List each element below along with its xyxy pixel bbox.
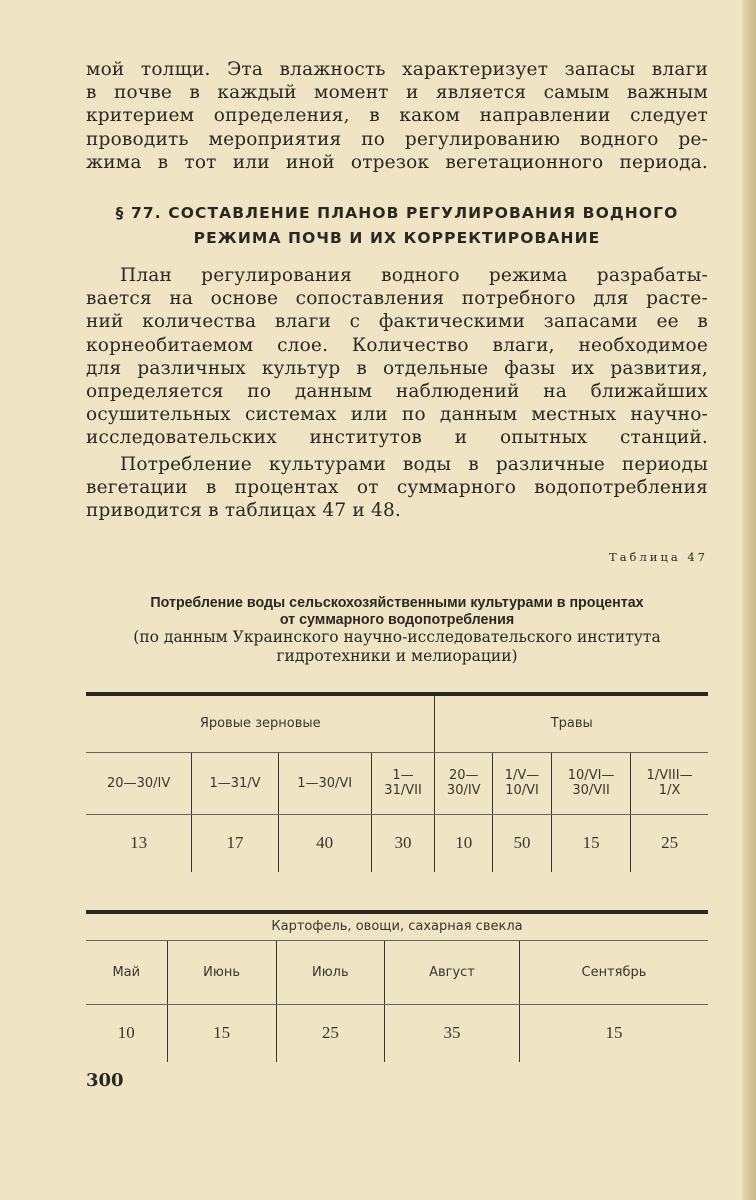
month-header: Июнь — [167, 940, 276, 1004]
value-cell: 10 — [117, 1023, 135, 1043]
month-header: Август — [385, 940, 520, 1004]
text-line: Потребление культурами воды в различные периоды — [120, 454, 708, 475]
page-number: 300 — [86, 1070, 124, 1091]
value-cell: 35 — [385, 1004, 520, 1062]
value-cell: 25 — [276, 1004, 384, 1062]
text-line: вается на основе сопоставления потребного для расте- — [86, 288, 708, 310]
period-header — [435, 752, 493, 814]
text-line: жима в тот или иной отрезок вегетационного периода. — [86, 151, 708, 173]
period-header — [631, 752, 708, 814]
value-cell: 40 — [278, 814, 371, 872]
period-text: 20— — [448, 768, 479, 783]
group-header: Яровые зерновые — [86, 694, 435, 752]
value-cell: 30 — [371, 814, 435, 872]
heading-line: РЕЖИМА ПОЧВ И ИХ КОРРЕКТИРОВАНИЕ — [193, 229, 601, 247]
paragraph-3 — [86, 453, 708, 523]
period-text: 1/VIII— — [646, 768, 693, 783]
heading-line: § 77. СОСТАВЛЕНИЕ ПЛАНОВ РЕГУЛИРОВАНИЯ ВОДНОГО — [115, 204, 679, 222]
text-line: в почве в каждый момент и является самым важным — [86, 82, 708, 104]
value-cell: 50 — [493, 814, 552, 872]
table-value-row — [86, 814, 708, 872]
text-line: для различных культур в отдельные фазы их развития, — [86, 357, 708, 379]
period-text: 10/VI— — [567, 768, 615, 783]
table-potato-vegetables — [86, 910, 708, 1062]
page-edge — [742, 0, 756, 1200]
table-group-row — [86, 912, 708, 940]
value-cell: 10 — [435, 814, 493, 872]
text-line: ний количества влаги с фактическими запасами ее в — [86, 311, 708, 333]
period-text: 30/VII — [572, 783, 610, 798]
period-header — [493, 752, 552, 814]
text-line: вегетации в процентах от суммарного водопотребления — [86, 477, 708, 499]
table-month-row — [86, 940, 708, 1004]
period-text: 10/VI — [505, 783, 539, 798]
table-47-crops — [86, 692, 708, 872]
text-line: мой толщи. Эта влажность характеризует запасы влаги — [86, 59, 708, 80]
table-note-line: гидротехники и мелиорации) — [276, 647, 518, 665]
text-line: План регулирования водного режима разрабаты- — [120, 265, 708, 286]
text-line: осушительных системах или по данным местных научно- — [86, 404, 708, 426]
table-note-line: (по данным Украинского научно-исследовательского института — [133, 628, 661, 646]
table-value-row — [86, 1004, 708, 1062]
table-title-line: Потребление воды сельскохозяйственными культурами в процентах — [150, 594, 644, 611]
value-cell: 17 — [192, 814, 278, 872]
month-header: Май — [86, 940, 167, 1004]
period-text: 20—30/IV — [107, 775, 171, 791]
period-header — [278, 752, 371, 814]
text-line: корнеобитаемом слое. Количество влаги, необходимое — [86, 334, 708, 356]
value-cell: 15 — [167, 1004, 276, 1062]
text-line: проводить мероприятия по регулированию водного ре- — [86, 128, 708, 150]
table-period-row — [86, 752, 708, 814]
period-text: 1/V— — [504, 768, 540, 783]
text-line: приводится в таблицах 47 и 48. — [86, 500, 401, 522]
period-text: 30/IV — [446, 783, 481, 798]
text-line: исследовательских институтов и опытных станций. — [86, 427, 708, 449]
period-text: 1— — [392, 768, 414, 783]
period-header — [371, 752, 435, 814]
table-group-row — [86, 694, 708, 752]
group-header: Картофель, овощи, сахарная свекла — [86, 912, 708, 940]
period-text: 1—31/V — [209, 775, 261, 791]
section-heading — [86, 201, 708, 251]
period-header — [86, 752, 192, 814]
period-text: 1/X — [658, 783, 681, 798]
text-line: критерием определения, в каком направлении следует — [86, 105, 708, 127]
value-cell: 15 — [552, 814, 631, 872]
period-header — [552, 752, 631, 814]
value-cell: 25 — [631, 814, 708, 872]
table-title-line: от суммарного водопотребления — [279, 611, 515, 628]
paragraph-2 — [86, 264, 708, 450]
table-label: Таблица 47 — [609, 550, 708, 564]
period-text: 31/VII — [384, 783, 422, 798]
group-header: Травы — [435, 694, 708, 752]
text-line: определяется по данным наблюдений на ближайших — [86, 380, 708, 402]
period-text: 1—30/VI — [297, 775, 353, 791]
value-cell: 13 — [130, 833, 148, 853]
month-header: Июль — [276, 940, 384, 1004]
paragraph-1 — [86, 58, 708, 174]
month-header: Сентябрь — [519, 940, 708, 1004]
period-header — [192, 752, 278, 814]
value-cell: 15 — [519, 1004, 708, 1062]
table-title — [86, 594, 708, 666]
